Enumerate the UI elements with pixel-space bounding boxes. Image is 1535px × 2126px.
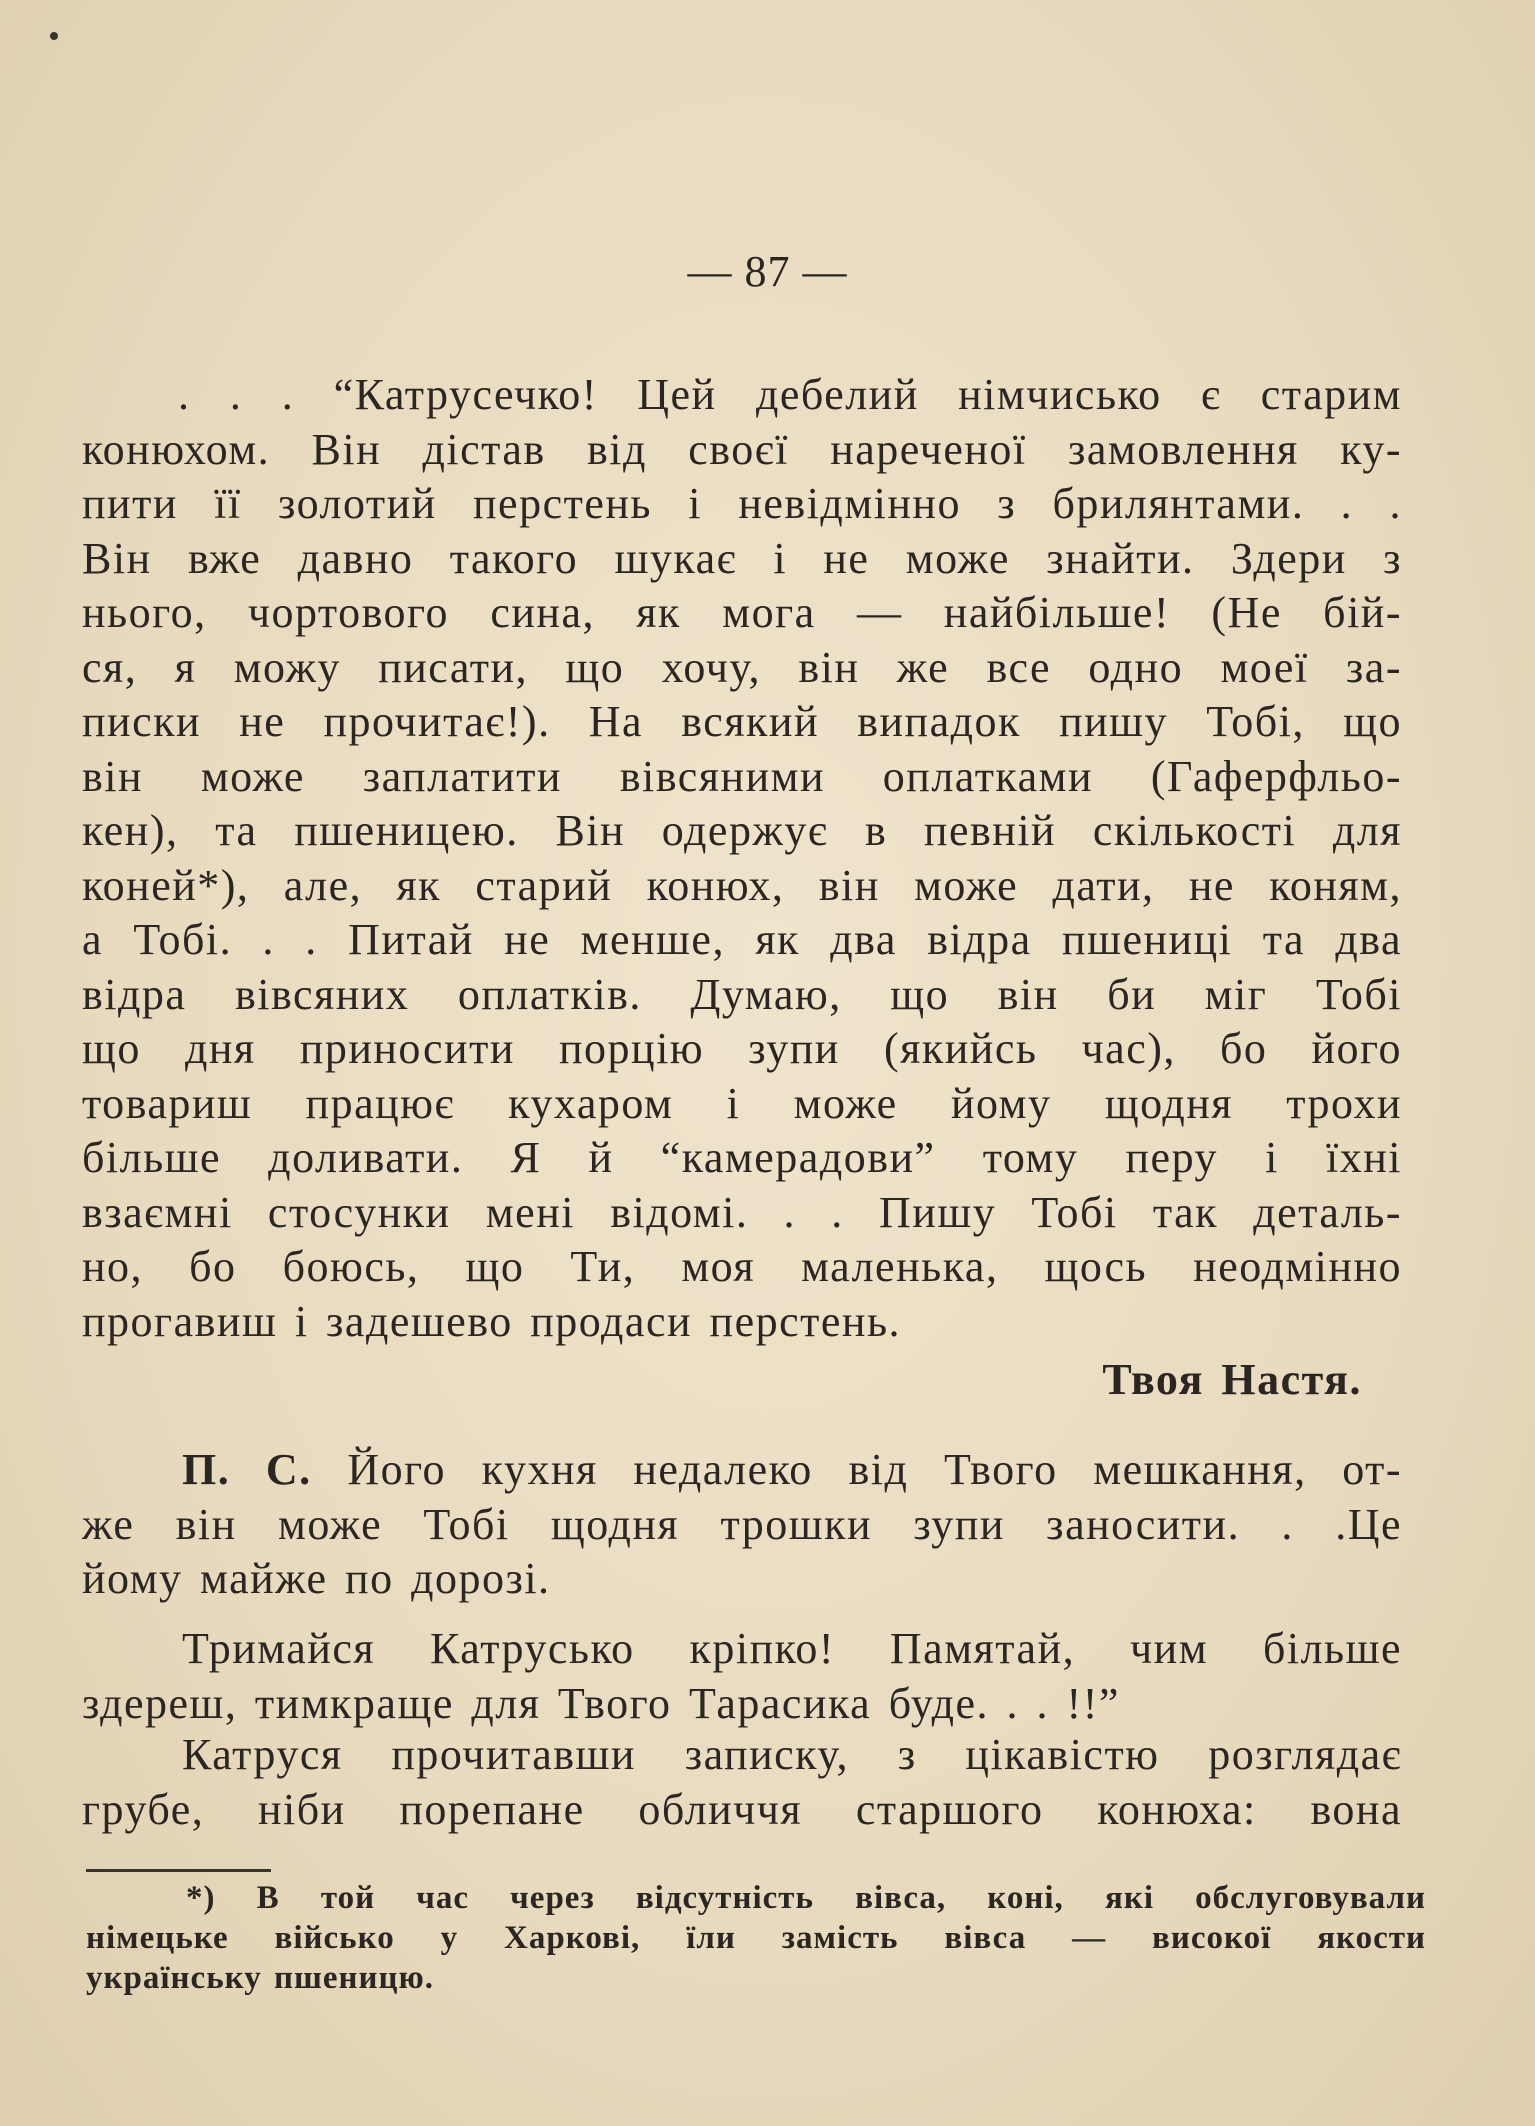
page-number: — 87 — xyxy=(687,247,848,296)
postscript xyxy=(82,1443,1402,1607)
footnote-divider xyxy=(86,1869,271,1872)
text-line: більше доливати. Я й “камерадови” тому перу і їхні xyxy=(82,1133,1402,1182)
text-line: а Тобі. . . Питай не менше, як два відра пшениці та два xyxy=(82,915,1402,964)
footnote-line: німецьке військо у Харкові, їли замість вівса — високої якости xyxy=(86,1920,1426,1956)
postscript-text: Його кухня недалеко від Твого мешкання, от- xyxy=(347,1445,1403,1494)
paragraph-narrative xyxy=(82,1728,1402,1837)
text-line: ся, я можу писати, що хочу, він же все одно моеї за- xyxy=(82,642,1402,692)
text-line: товариш працює кухаром і може йому щодня трохи xyxy=(82,1078,1402,1128)
text-line: йому майже по дорозі. xyxy=(82,1554,551,1603)
ink-speck xyxy=(50,32,58,40)
footnote-line: українську пшеницю. xyxy=(86,1960,434,1996)
text-line: він може заплатити вівсяними оплатками (Гаферфльо- xyxy=(82,751,1402,801)
text-line: пити її золотий перстень і невідмінно з брилянтами. . . xyxy=(82,479,1402,528)
signature: Твоя Настя. xyxy=(1102,1355,1362,1404)
text-line: Катруся прочитавши записку, з цікавістю розглядає xyxy=(182,1730,1402,1779)
text-line: кен), та пшеницею. Він одержує в певній скількості для xyxy=(82,806,1402,855)
footnote-line: *) В той час через відсутність вівса, коні, які обслуговували xyxy=(186,1880,1426,1916)
text-line: коней*), але, як старий конюх, він може дати, не коням, xyxy=(82,860,1402,910)
letter-text xyxy=(82,368,1402,1408)
postscript-first-line xyxy=(82,1443,1402,1498)
text-line: Він вже давно такого шукає і не може знайти. Здери з xyxy=(82,533,1402,583)
text-line: но, бо боюсь, що Ти, моя маленька, щось неодмінно xyxy=(82,1242,1402,1291)
postscript-label: П. С. xyxy=(182,1445,312,1494)
text-line: Тримайся Катрусько кріпко! Памятай, чим більше xyxy=(182,1624,1402,1673)
text-line: . . . “Катрусечко! Цей дебелий німчисько є старим xyxy=(178,370,1402,419)
footnote xyxy=(86,1878,1426,1998)
text-line: писки не прочитає!). На всякий випадок пишу Тобі, що xyxy=(82,697,1402,746)
text-line: що дня приносити порцію зупи (якийсь час), бо його xyxy=(82,1024,1402,1073)
text-line: здереш, тимкраще для Твого Тарасика буде. . . !!” xyxy=(82,1678,1120,1728)
text-line: взаємні стосунки мені відомі. . . Пишу Тобі так деталь- xyxy=(82,1187,1402,1237)
text-line: відра вівсяних оплатків. Думаю, що він би міг Тобі xyxy=(82,969,1402,1019)
text-line: же він може Тобі щодня трошки зупи заносити. . .Це xyxy=(82,1499,1402,1549)
text-line: нього, чортового сина, як мога — найбільше! (Не бій- xyxy=(82,588,1402,637)
text-line: конюхом. Він дістав від своєї нареченої замовлення ку- xyxy=(82,424,1402,474)
text-line: грубе, ніби порепане обличчя старшого конюха: вона xyxy=(82,1784,1402,1834)
paragraph-closing xyxy=(82,1622,1402,1731)
text-line: прогавиш і задешево продаси перстень. xyxy=(82,1296,902,1346)
